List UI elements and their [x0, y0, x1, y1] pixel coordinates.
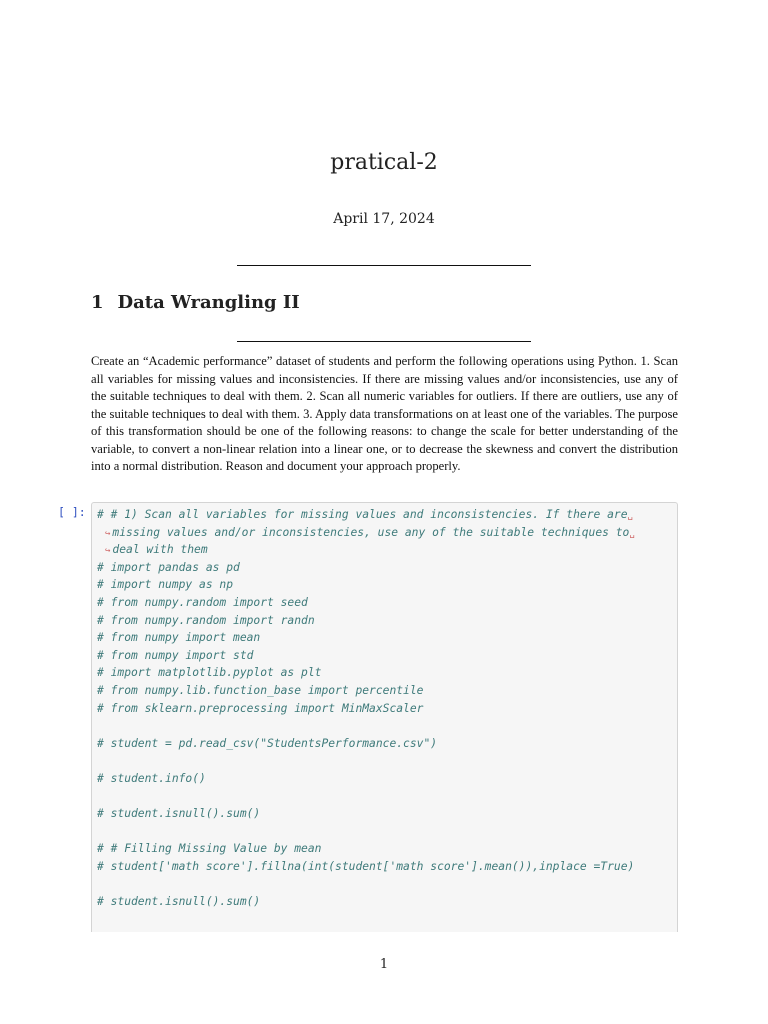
code-line: [97, 770, 673, 788]
code-line: [97, 682, 673, 700]
code-line: [97, 840, 673, 858]
code-line: [97, 893, 673, 911]
code-cell[interactable]: [91, 502, 678, 932]
code-line: [97, 875, 673, 893]
code-line: [97, 559, 673, 577]
section-number: 1: [91, 292, 104, 313]
page-number: 1: [379, 957, 389, 972]
code-text: # student['math score'].fillna(int(student['math score'].mean()),inplace =True): [97, 859, 635, 873]
code-block: [97, 506, 673, 911]
code-line: [97, 805, 673, 823]
code-text: # student.isnull().sum(): [97, 895, 261, 909]
section-title: Data Wrangling II: [117, 292, 300, 313]
horizontal-rule-top: [237, 265, 531, 266]
document-date: April 17, 2024: [333, 211, 435, 227]
section-heading: [91, 292, 300, 313]
code-text: missing values and/or inconsistencies, use any of the suitable techniques to: [112, 525, 630, 539]
code-line: [97, 858, 673, 876]
code-text: # from numpy.lib.function_base import percentile: [97, 683, 424, 697]
code-line: [97, 700, 673, 718]
code-line: [97, 735, 673, 753]
wrap-space-icon: ␣: [627, 511, 633, 521]
wrap-space-icon: ␣: [629, 528, 635, 539]
code-text: # student = pd.read_csv("StudentsPerformance.csv"): [97, 736, 438, 750]
code-text: deal with them: [112, 543, 208, 557]
code-text: # from numpy.random import seed: [97, 595, 308, 609]
code-line: [97, 524, 673, 542]
horizontal-rule-bottom: [237, 341, 531, 342]
code-text: # # 1) Scan all variables for missing values and inconsistencies. If there are: [97, 508, 628, 521]
code-line: [97, 629, 673, 647]
code-line: [97, 752, 673, 770]
code-line: [97, 823, 673, 841]
code-text: # import matplotlib.pyplot as plt: [97, 666, 322, 680]
code-line: [97, 664, 673, 682]
cell-prompt: [ ]:: [58, 505, 86, 519]
code-text: # import numpy as np: [97, 578, 234, 592]
code-line: [97, 541, 673, 559]
code-text: # from numpy import std: [97, 648, 254, 662]
code-text: # student.isnull().sum(): [97, 807, 261, 821]
code-text: # from numpy.random import randn: [97, 613, 315, 627]
code-line: [97, 612, 673, 630]
code-line: [97, 594, 673, 612]
document-title: pratical-2: [330, 150, 438, 175]
code-line: [97, 788, 673, 806]
assignment-paragraph: Create an “Academic performance” dataset of students and perform the following operations using Python. 1. Scan all variables for missing values and inconsistencies. If there are missing values and/or inconsistencies, use any of the suitable techniques to deal with them. 2. Scan all numeric variables for outliers. If there are outliers, use any of the suitable techniques to deal with them. 3. Apply data transformations on at least one of the variables. The purpose of this transformation should be one of the following reasons: to change the scale for better understanding of the variable, to convert a non-linear relation into a linear one, or to decrease the skewness and convert the distribution into a normal distribution. Reason and document your approach properly.: [91, 354, 678, 473]
code-text: # import pandas as pd: [97, 560, 240, 574]
code-line: [97, 717, 673, 735]
code-line: [97, 506, 673, 524]
code-text: # from sklearn.preprocessing import MinMaxScaler: [97, 701, 424, 715]
code-text: # # Filling Missing Value by mean: [97, 842, 322, 856]
code-text: # student.info(): [97, 771, 206, 785]
wrap-continuation-icon: ↪: [105, 528, 111, 539]
code-line: [97, 576, 673, 594]
wrap-continuation-icon: ↪: [105, 546, 111, 557]
code-line: [97, 647, 673, 665]
code-text: # from numpy import mean: [97, 631, 261, 645]
